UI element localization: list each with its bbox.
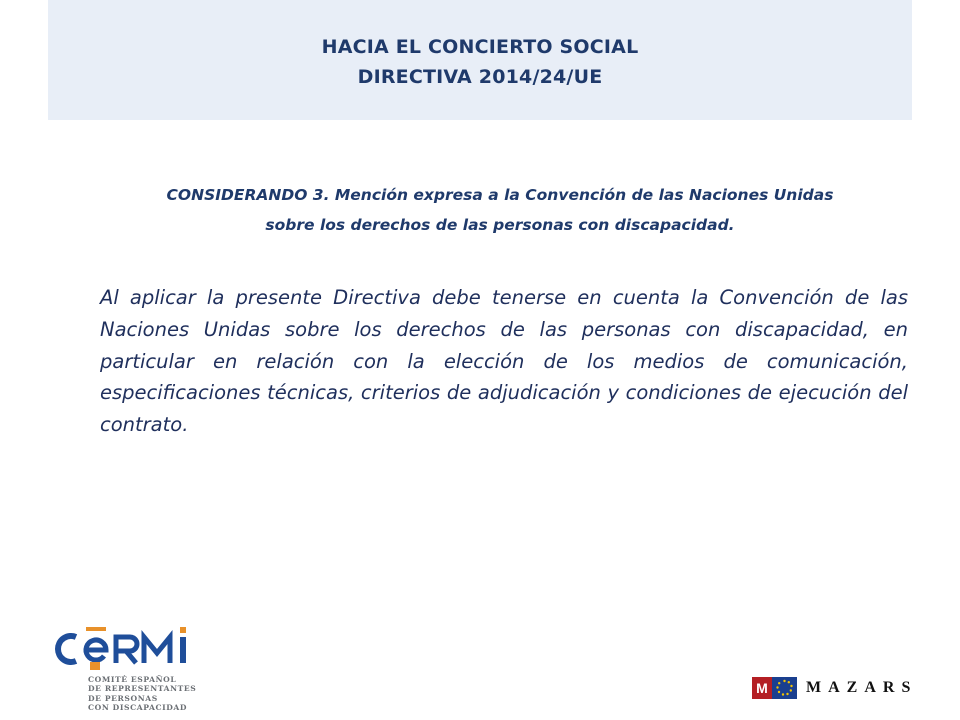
- cermi-caption: [88, 675, 218, 713]
- mazars-wordmark: MAZARS: [806, 679, 918, 696]
- mazars-m-block: M: [752, 677, 772, 699]
- cermi-caption-line: CON DISCAPACIDAD: [88, 703, 188, 713]
- cermi-caption-line: COMITÉ ESPAÑOL: [88, 675, 177, 684]
- cermi-caption-line: DE PERSONAS: [88, 693, 158, 703]
- cermi-wordmark: [50, 623, 210, 671]
- cermi-logo: [50, 623, 210, 715]
- cermi-letter-m: [144, 637, 170, 663]
- considerando-line-2: sobre los derechos de las personas con discapacidad.: [265, 216, 735, 234]
- cermi-letter-i: [180, 637, 186, 663]
- considerando-line-1: CONSIDERANDO 3. Mención expresa a la Convención de las Naciones Unidas: [166, 186, 834, 204]
- page-title: HACIA EL CONCIERTO SOCIAL: [321, 36, 639, 58]
- cermi-letter-e: [86, 640, 106, 660]
- cermi-i-dot: [180, 627, 186, 633]
- considerando-heading: [100, 180, 900, 240]
- body-paragraph: Al aplicar la presente Directiva debe tenerse en cuenta la Convención de las Naciones Unidas sobre los derechos de las personas con discapacidad, en particular en relación con la elección de los medios de comunicación, especificaciones técnicas, criterios de adjudicación y condiciones de ejecución del contrato.: [100, 286, 908, 437]
- cermi-caption-line: DE REPRESENTANTES: [88, 684, 197, 694]
- mazars-logo: [752, 677, 918, 699]
- eu-stars-icon: [772, 677, 797, 699]
- page-subtitle-directive: DIRECTIVA 2014/24/UE: [357, 66, 603, 88]
- cermi-accent-bar: [86, 627, 106, 631]
- cermi-accent-square: [90, 662, 100, 670]
- mazars-mark: [752, 677, 797, 699]
- cermi-letter-c: [58, 636, 76, 662]
- cermi-letter-r: [116, 637, 137, 663]
- header-banner: [48, 0, 912, 120]
